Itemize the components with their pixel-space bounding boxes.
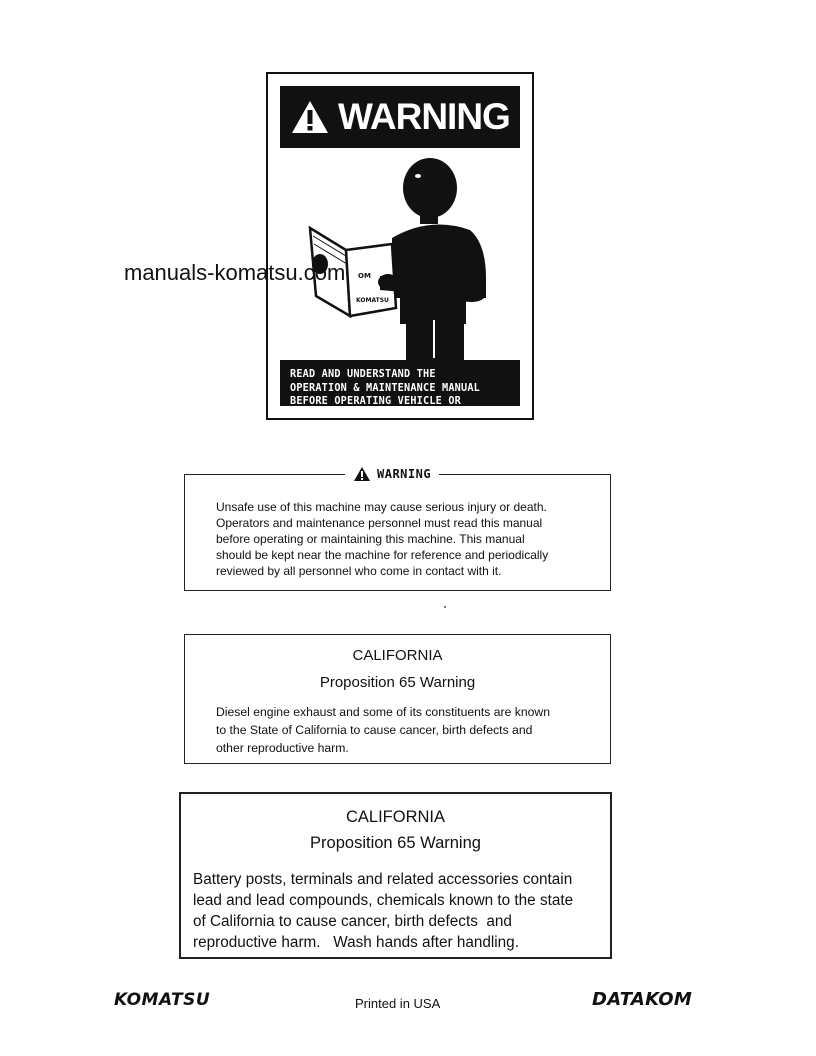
prop65-exhaust-line: Diesel engine exhaust and some of its constituents are known — [216, 705, 550, 719]
prop65-exhaust-line: to the State of California to cause cancer, birth defects and — [216, 723, 533, 737]
prop65-exhaust-line: other reproductive harm. — [216, 741, 349, 755]
decal-line: PERFORMING ANY MAINTENANCE. — [290, 409, 462, 421]
decal-line: BEFORE OPERATING VEHICLE OR — [290, 396, 462, 407]
warning-notice-title: WARNING — [377, 467, 432, 481]
prop65-battery-title: CALIFORNIA — [345, 808, 446, 826]
warning-line: before operating or maintaining this machine. This manual — [216, 532, 525, 546]
warning-notice-box — [184, 467, 611, 591]
prop65-battery-line: of California to cause cancer, birth defects and — [193, 913, 512, 930]
printed-in-usa: Printed in USA — [355, 996, 441, 1011]
prop65-battery-line: Battery posts, terminals and related accessories contain — [193, 871, 573, 888]
person-reading-manual-icon — [280, 148, 524, 360]
warning-decal-inner — [280, 86, 520, 421]
warning-line: reviewed by all personnel who come in contact with it. — [216, 564, 502, 578]
prop65-battery-body — [193, 869, 608, 953]
prop65-exhaust-subtitle: Proposition 65 Warning — [319, 674, 476, 691]
warning-triangle-icon — [290, 99, 330, 135]
prop65-exhaust-box — [184, 634, 611, 764]
book-logo-text: KOMATSU — [356, 297, 389, 304]
warning-decal-header — [280, 86, 520, 148]
warning-decal-instructions — [280, 360, 520, 421]
watermark-text: manuals-komatsu.com — [124, 260, 346, 285]
komatsu-logo: KOMATSU — [114, 990, 211, 1010]
warning-line: Operators and maintenance personnel must read this manual — [216, 516, 543, 530]
warning-decal — [266, 72, 534, 420]
prop65-battery-box — [179, 792, 612, 959]
warning-triangle-icon — [353, 466, 371, 482]
warning-decal-title: WARNING — [338, 96, 510, 137]
speck — [444, 606, 446, 608]
datakom-logo: DATAKOM — [592, 989, 693, 1010]
warning-notice-body — [216, 499, 591, 579]
decal-line: READ AND UNDERSTAND THE — [290, 369, 436, 380]
prop65-battery-line: reproductive harm. Wash hands after handling. — [193, 934, 519, 951]
warning-line: should be kept near the machine for reference and periodically — [216, 548, 549, 562]
svg-text:OM: OM — [358, 272, 371, 280]
warning-line: Unsafe use of this machine may cause serious injury or death. — [216, 500, 547, 514]
prop65-battery-subtitle: Proposition 65 Warning — [310, 834, 481, 852]
prop65-exhaust-body — [216, 703, 596, 757]
decal-line: OPERATION & MAINTENANCE MANUAL — [290, 382, 481, 394]
warning-notice-heading — [345, 466, 439, 482]
prop65-exhaust-title: CALIFORNIA — [352, 647, 443, 664]
prop65-battery-line: lead and lead compounds, chemicals known to the state — [193, 892, 574, 909]
